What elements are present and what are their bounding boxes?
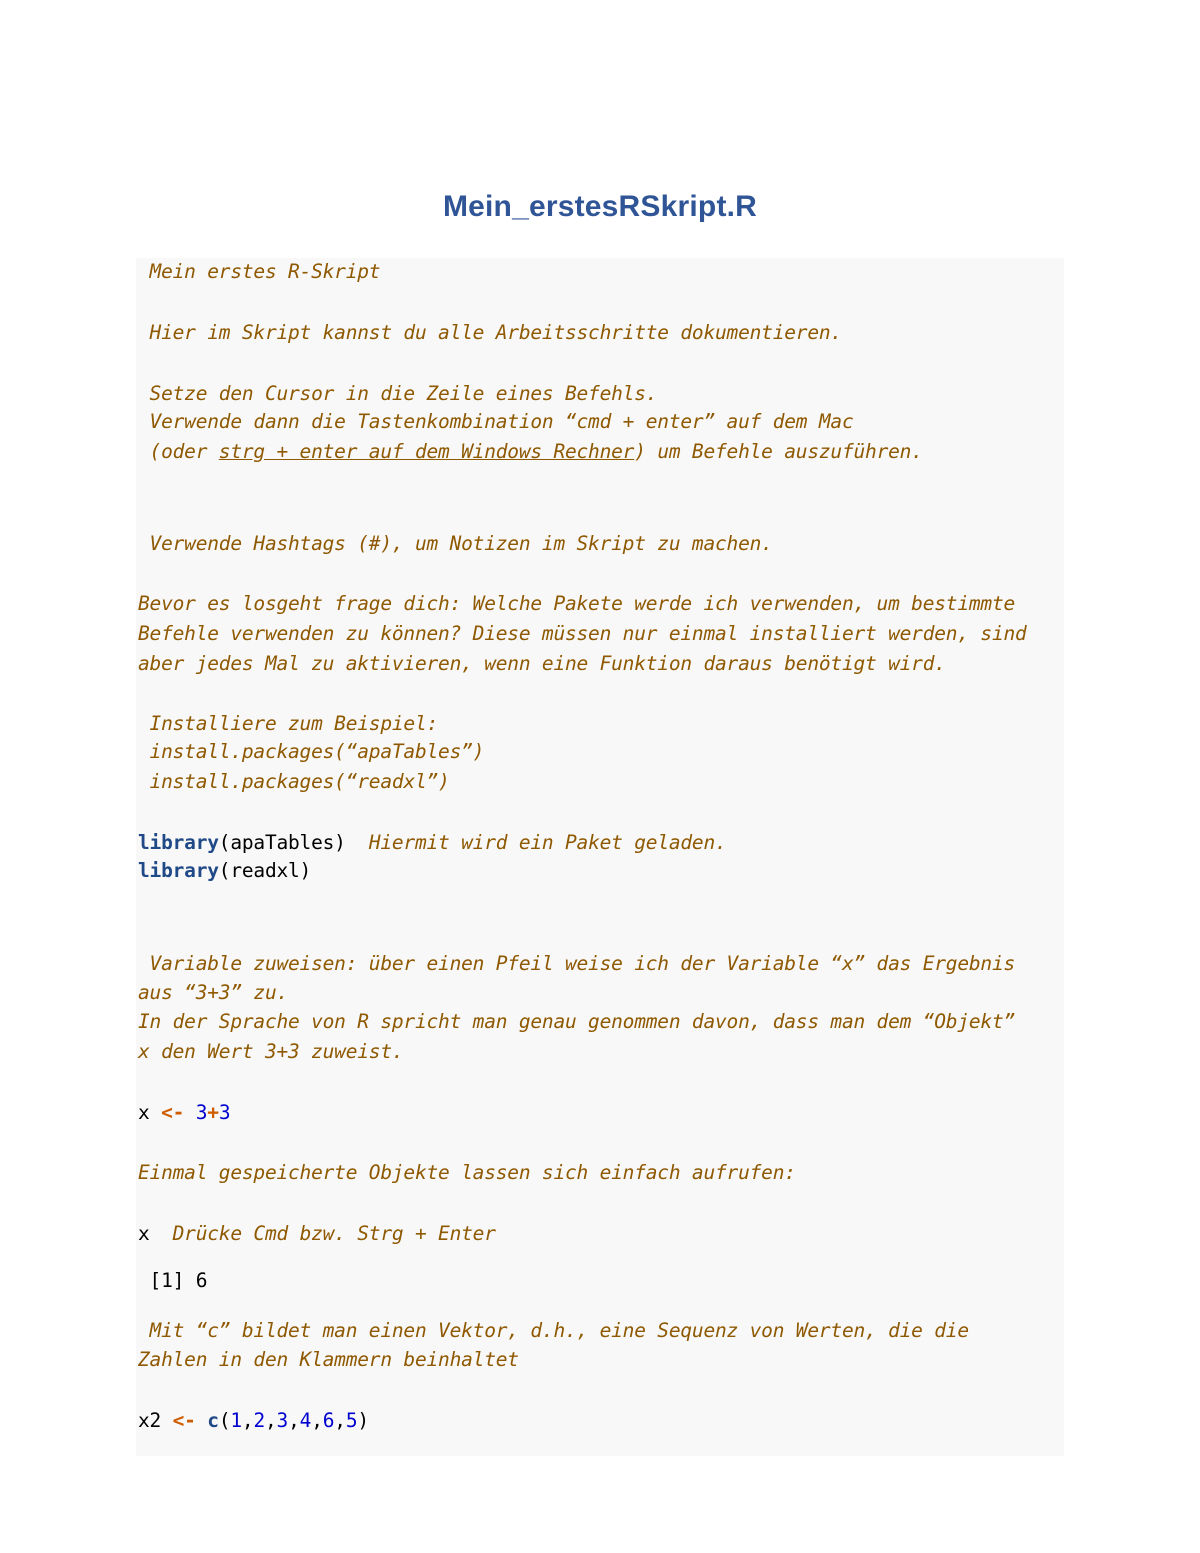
paren: (	[218, 1409, 231, 1432]
comment-line: Variable zuweisen: über einen Pfeil weise ich der Variable “x” das Ergebnis	[138, 952, 1016, 975]
number: 2	[253, 1409, 265, 1432]
comment-line	[138, 441, 923, 463]
inline-comment: Hiermit wird ein Paket geladen.	[345, 831, 727, 854]
inline-comment: Drücke Cmd bzw. Strg + Enter	[149, 1222, 496, 1245]
number: 3	[184, 1101, 208, 1124]
comment-line: aber jedes Mal zu aktivieren, wenn eine Funktion daraus benötigt wird.	[138, 652, 946, 675]
comment-line: install.packages(“readxl”)	[138, 770, 450, 793]
assign-operator: <-	[172, 1409, 196, 1432]
number: 4	[299, 1409, 312, 1432]
comment-line: Befehle verwenden zu können? Diese müssen nur einmal installiert werden, sind	[138, 622, 1027, 645]
code-line	[138, 1223, 496, 1245]
comment-line: Installiere zum Beispiel:	[138, 712, 439, 735]
space	[196, 1409, 208, 1432]
function-name: library	[138, 831, 219, 854]
comment-text: ) um Befehle auszuführen.	[634, 440, 923, 463]
comment-line: In der Sprache von R spricht man genau genommen davon, dass man dem “Objekt”	[138, 1010, 1016, 1033]
comment-line: Verwende Hashtags (#), um Notizen im Skript zu machen.	[138, 532, 773, 555]
variable: x	[138, 1101, 162, 1124]
output-line: [1] 6	[138, 1269, 208, 1292]
comment-line: Mein erstes R-Skript	[138, 260, 381, 283]
number: 3	[276, 1409, 289, 1432]
comma: ,	[265, 1409, 277, 1432]
paren: )	[357, 1409, 369, 1432]
comment-line: Mit “c” bildet man einen Vektor, d.h., eine Sequenz von Werten, die die	[138, 1319, 969, 1342]
comment-line: Setze den Cursor in die Zeile eines Befehls.	[138, 382, 658, 405]
code-block	[136, 258, 1064, 1456]
function-name: library	[138, 859, 219, 882]
comment-line: aus “3+3” zu.	[138, 981, 289, 1004]
code-line	[138, 860, 311, 882]
comment-line: Zahlen in den Klammern beinhaltet	[138, 1348, 519, 1371]
code-text: (apaTables)	[218, 831, 346, 854]
number: 3	[218, 1101, 231, 1124]
document-title: Mein_erstesRSkript.R	[442, 190, 758, 223]
code-text: (readxl)	[218, 859, 312, 882]
comment-line: Hier im Skript kannst du alle Arbeitsschritte dokumentieren.	[138, 321, 842, 344]
underlined-text: strg + enter auf dem Windows Rechner	[218, 440, 635, 463]
variable: x	[138, 1222, 150, 1245]
number: 1	[230, 1409, 242, 1432]
comment-line: Verwende dann die Tastenkombination “cmd + enter” auf dem Mac	[138, 410, 854, 433]
variable: x2	[138, 1409, 173, 1432]
comment-line: Einmal gespeicherte Objekte lassen sich einfach aufrufen:	[138, 1161, 796, 1184]
comment-line: x den Wert 3+3 zuweist.	[138, 1040, 404, 1063]
comment-line: Bevor es losgeht frage dich: Welche Pakete werde ich verwenden, um bestimmte	[138, 592, 1016, 615]
comment-line: install.packages(“apaTables”)	[138, 740, 485, 763]
comma: ,	[334, 1409, 346, 1432]
plus-operator: +	[207, 1101, 219, 1124]
code-line	[138, 1102, 230, 1124]
function-name: c	[207, 1409, 219, 1432]
comma: ,	[288, 1409, 300, 1432]
number: 6	[322, 1409, 335, 1432]
comment-text: (oder	[138, 440, 219, 463]
comma: ,	[311, 1409, 323, 1432]
number: 5	[345, 1409, 358, 1432]
code-line	[138, 1410, 369, 1432]
code-line	[138, 832, 727, 854]
comma: ,	[241, 1409, 254, 1432]
assign-operator: <-	[161, 1101, 185, 1124]
